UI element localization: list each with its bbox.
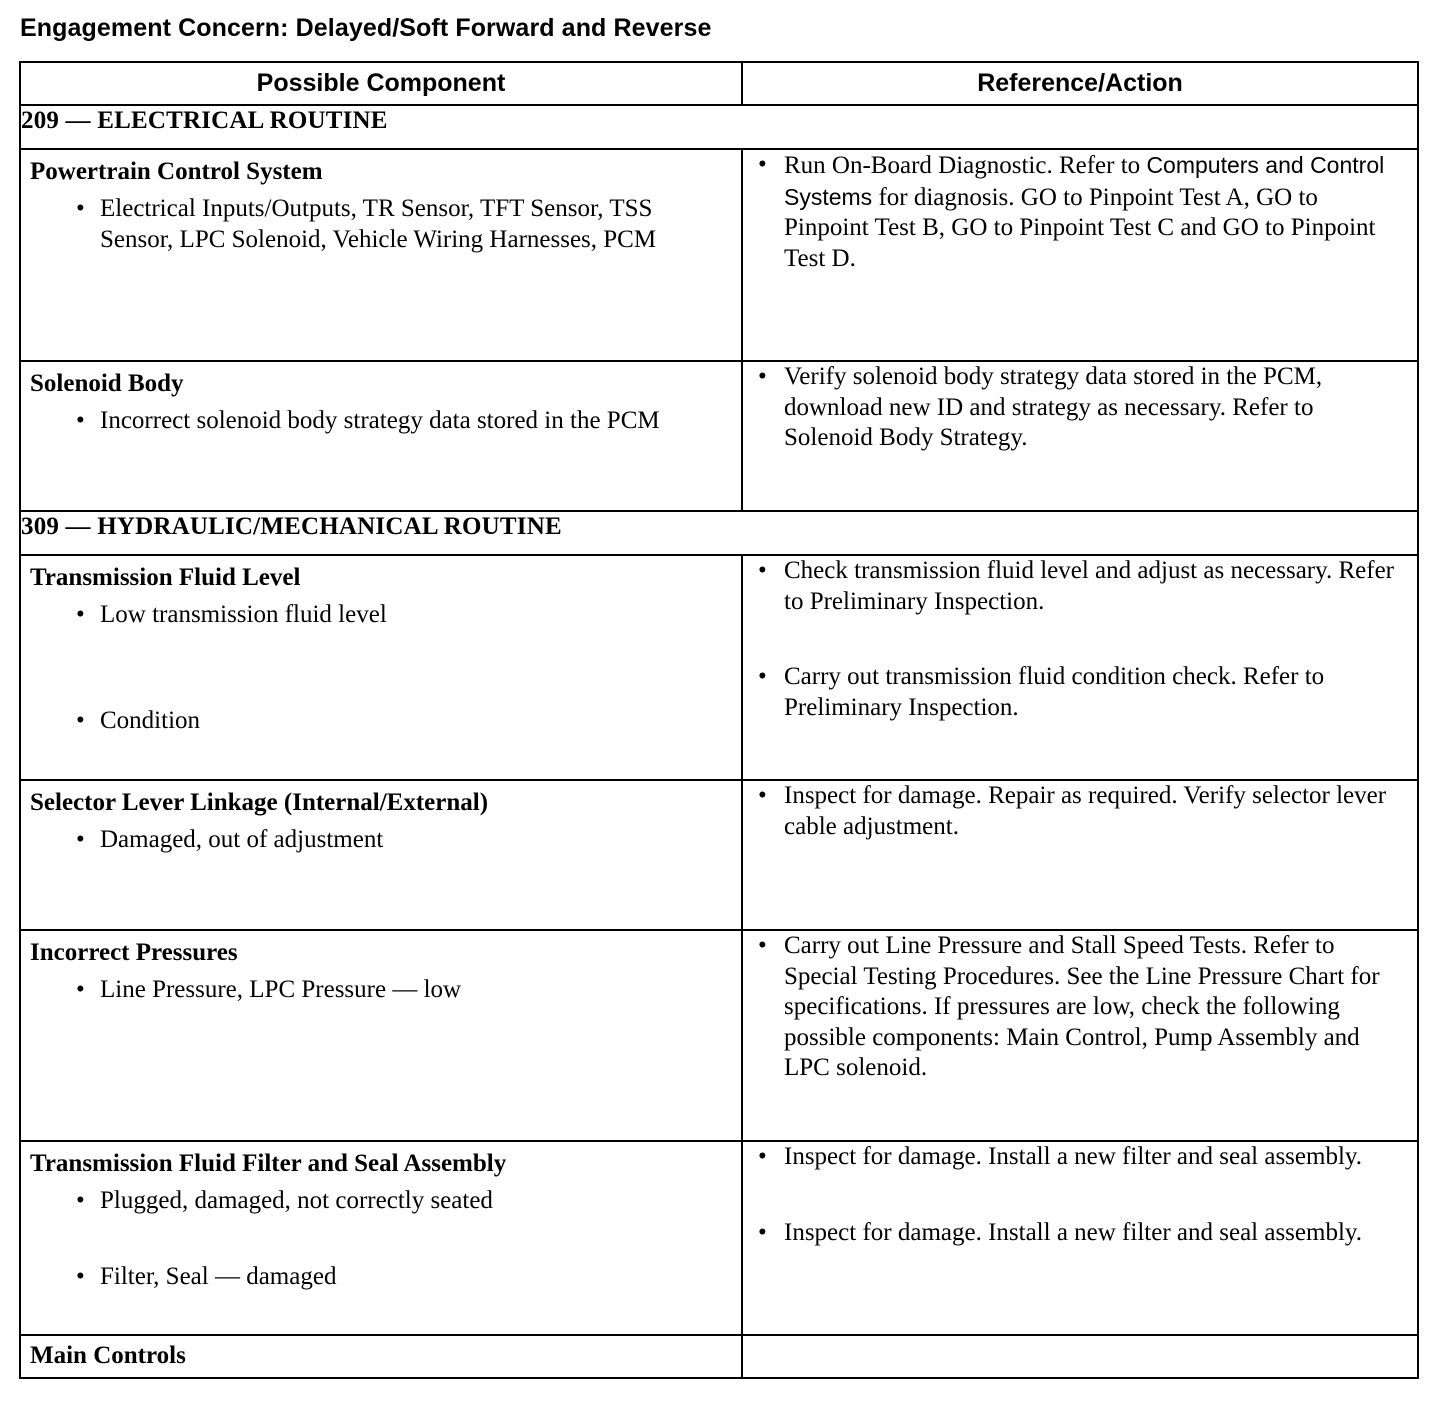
bullet-icon: • <box>758 1219 767 1246</box>
table-row <box>20 780 1418 930</box>
component-title: Incorrect Pressures <box>30 939 238 966</box>
action-text: Carry out transmission fluid condition check. Refer to Preliminary Inspection. <box>784 663 1325 721</box>
table-row <box>20 1141 1418 1335</box>
action-text: Inspect for damage. Repair as required. Verify selector lever cable adjustment. <box>784 782 1387 840</box>
component-item <box>21 406 741 437</box>
component-title: Selector Lever Linkage (Internal/External) <box>30 789 489 816</box>
table-row <box>20 149 1418 361</box>
action-text: Inspect for damage. Install a new filter and seal assembly. <box>784 1143 1363 1170</box>
action-text: Check transmission fluid level and adjust as necessary. Refer to Preliminary Inspection. <box>784 557 1395 615</box>
routine-row <box>20 511 1418 555</box>
action-cell <box>742 149 1418 361</box>
component-item <box>21 706 741 737</box>
table-row <box>20 930 1418 1141</box>
action-cell <box>742 361 1418 511</box>
component-item <box>21 975 741 1006</box>
action-text: Carry out Line Pressure and Stall Speed Tests. Refer to Special Testing Procedures. See the Line Pressure Chart for specifications. If pressures are low, check the following possible components: Main Control, Pump Assembly and LPC solenoid. <box>784 932 1380 1081</box>
component-cell <box>20 930 742 1141</box>
component-item-text: Condition <box>100 707 201 734</box>
action-cell <box>742 555 1418 780</box>
component-item-text: Electrical Inputs/Outputs, TR Sensor, TFT Sensor, TSS Sensor, LPC Solenoid, Vehicle Wiring Harnesses, PCM <box>100 195 657 253</box>
action-cell <box>742 1141 1418 1335</box>
component-cell <box>20 780 742 930</box>
bullet-icon: • <box>758 557 767 584</box>
bullet-icon: • <box>76 707 85 734</box>
component-item-text: Plugged, damaged, not correctly seated <box>100 1187 493 1214</box>
component-cell <box>20 555 742 780</box>
action-cell <box>742 930 1418 1141</box>
bullet-icon: • <box>76 601 85 628</box>
header-reference-action: Reference/Action <box>742 62 1418 105</box>
action-cell <box>742 780 1418 930</box>
component-title: Main Controls <box>30 1342 186 1370</box>
action-text: for diagnosis. GO to Pinpoint Test A, GO to Pinpoint Test B, GO to Pinpoint Test C and GO to Pinpoint Test D. <box>784 183 1376 272</box>
bullet-icon: • <box>76 826 85 853</box>
component-cell <box>20 1335 742 1378</box>
component-title: Transmission Fluid Level <box>30 564 301 591</box>
action-item <box>743 1142 1417 1218</box>
action-text: Verify solenoid body strategy data stored in the PCM, download new ID and strategy as necessary. Refer to Solenoid Body Strategy. <box>784 363 1323 451</box>
bullet-icon: • <box>76 195 85 222</box>
action-item <box>743 362 1417 454</box>
component-title: Transmission Fluid Filter and Seal Assembly <box>30 1150 507 1177</box>
component-cell <box>20 149 742 361</box>
action-text: Inspect for damage. Install a new filter and seal assembly. <box>784 1219 1363 1246</box>
action-item <box>743 931 1417 1084</box>
action-item <box>743 150 1417 274</box>
table-header-row <box>20 62 1418 105</box>
component-title: Powertrain Control System <box>30 158 323 185</box>
action-item <box>743 662 1417 723</box>
routine-209-heading: 209 — ELECTRICAL ROUTINE <box>20 105 1418 149</box>
component-item <box>21 1186 741 1262</box>
computers-control-systems-link[interactable]: Computers and Control Systems <box>784 152 1385 210</box>
bullet-icon: • <box>758 1143 767 1170</box>
component-item-text: Damaged, out of adjustment <box>100 826 384 853</box>
action-item <box>743 1218 1417 1249</box>
bullet-icon: • <box>758 782 767 809</box>
bullet-icon: • <box>76 407 85 434</box>
component-item <box>21 600 741 706</box>
bullet-icon: • <box>758 663 767 690</box>
component-cell <box>20 361 742 511</box>
component-title: Solenoid Body <box>30 370 184 397</box>
diagnosis-table <box>19 61 1419 1379</box>
table-row <box>20 555 1418 780</box>
action-text: Run On-Board Diagnostic. Refer to <box>784 152 1141 179</box>
page-title: Engagement Concern: Delayed/Soft Forward and Reverse <box>20 14 712 42</box>
bullet-icon: • <box>76 976 85 1003</box>
routine-row <box>20 105 1418 149</box>
action-item <box>743 556 1417 662</box>
action-cell <box>742 1335 1418 1378</box>
routine-309-heading: 309 — HYDRAULIC/MECHANICAL ROUTINE <box>20 511 1418 555</box>
component-item-text: Filter, Seal — damaged <box>100 1263 337 1290</box>
bullet-icon: • <box>76 1187 85 1214</box>
component-item-text: Low transmission fluid level <box>100 601 387 628</box>
bullet-icon: • <box>76 1263 85 1290</box>
component-item <box>21 194 741 255</box>
bullet-icon: • <box>758 932 767 959</box>
component-item-text: Line Pressure, LPC Pressure — low <box>100 976 462 1003</box>
component-cell <box>20 1141 742 1335</box>
table-row <box>20 361 1418 511</box>
component-item <box>21 1262 741 1293</box>
bullet-icon: • <box>758 151 767 178</box>
action-item <box>743 781 1417 842</box>
bullet-icon: • <box>758 363 767 390</box>
header-possible-component: Possible Component <box>20 62 742 105</box>
component-item-text: Incorrect solenoid body strategy data stored in the PCM <box>100 407 660 434</box>
table-row <box>20 1335 1418 1378</box>
component-item <box>21 825 741 856</box>
